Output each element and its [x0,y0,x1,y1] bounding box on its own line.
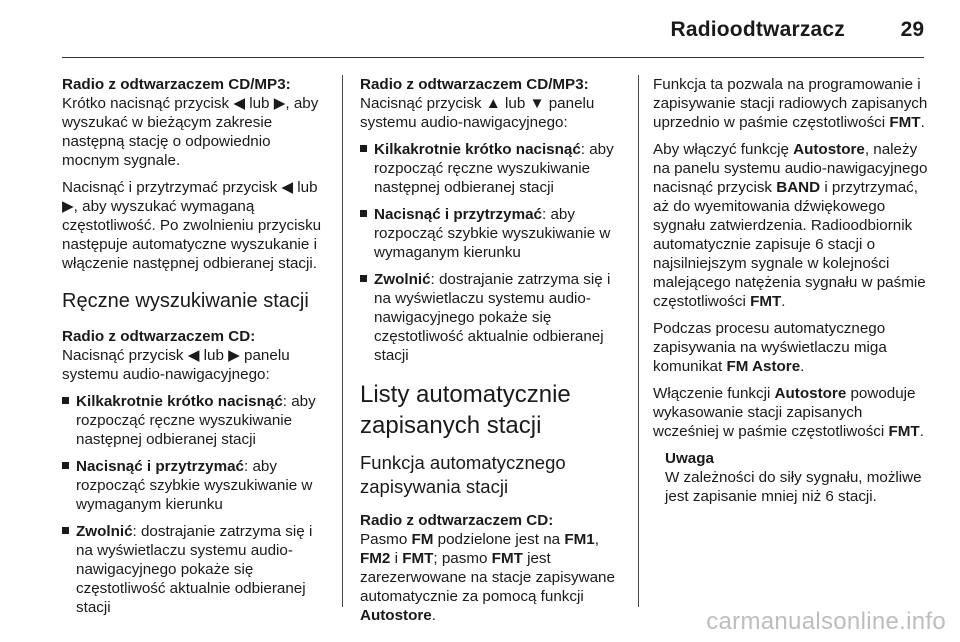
stored-stations-heading: Listy automatycznie zapisanych stacji [360,381,571,439]
bullet-item [360,205,625,262]
bullet-text: : dostrajanie zatrzyma się i na wyświetlaczu systemu audio-nawigacyjnego pokaże się częstotliwość aktualnie odbieranej stacji [374,271,611,364]
band-fmt: FMT [889,114,921,131]
bullet-square-icon [360,275,367,282]
bullet-text: : aby rozpocząć ręczne wyszukiwanie następnej odbieranej stacji [76,393,316,448]
bullet-item [360,140,625,197]
text-run: Aby włączyć funkcję [653,141,794,158]
bullet-text: : aby rozpocząć ręczne wyszukiwanie następnej odbieranej stacji [374,141,614,196]
text-run: powoduje wykasowanie stacji zapisanych wcześniej w paśmie częstotliwości [653,385,916,440]
text-run: , [594,531,599,548]
text-run: Funkcja ta pozwala na programowanie i zapisywanie stacji radiowych zapisanych uprzednio w paśmie częstotliwości [653,76,928,131]
text-run: Włączenie funkcji [653,385,775,402]
column-3 [653,75,928,506]
text-run: ; pasmo [433,550,492,567]
band-fm: FM [411,531,434,548]
column-2 [360,75,625,633]
band-button-term: BAND [776,179,821,196]
paragraph: Nacisnąć przycisk ◀ lub ▶ panelu systemu audio-nawigacyjnego: [62,347,290,383]
fm-astore-term: FM Astore [726,358,801,375]
note-box [653,449,928,506]
band-fmt: FMT [750,293,782,310]
watermark: carmanualsonline.info [706,608,946,635]
bullet-square-icon [62,462,69,469]
bullet-item [62,522,330,617]
text-run: . [431,607,436,624]
cd-mp3-label: Radio z odtwarzaczem CD/MP3: [360,76,589,93]
cd-label: Radio z odtwarzaczem CD: [62,328,256,345]
bullet-term: Zwolnić [76,523,133,540]
band-fm2: FM2 [360,550,391,567]
band-fm1: FM1 [564,531,595,548]
bullet-term: Kilkakrotnie krótko nacisnąć [76,393,283,410]
column-divider-1 [342,75,343,607]
section-title: Radioodtwarzacz [670,18,845,41]
text-run: i przytrzymać, aż do wyemitowania dźwiękowego sygnału zatwierdzenia. Radioodbiornik automatycznie zapisuje 6 stacji o najsilniejszym sygnale w kolejności malejącego natężenia sygnału w paśmie częstotliwości [653,179,926,310]
bullet-text: : aby rozpocząć szybkie wyszukiwanie w wymaganym kierunku [76,458,313,513]
column-1 [62,75,330,625]
note-text: W zależności do siły sygnału, możliwe jest zapisanie mniej niż 6 stacji. [665,469,922,505]
bullet-text: : dostrajanie zatrzyma się i na wyświetlaczu systemu audio-nawigacyjnego pokaże się częstotliwość aktualnie odbieranej stacji [76,523,313,616]
bullet-term: Zwolnić [374,271,431,288]
bullet-term: Nacisnąć i przytrzymać [76,458,244,475]
bullet-term: Nacisnąć i przytrzymać [374,206,542,223]
paragraph [653,140,928,311]
band-fmt: FMT [491,550,523,567]
paragraph [653,384,928,441]
paragraph [360,530,625,625]
paragraph [653,319,928,376]
autostore-term: Autostore [774,385,847,402]
header-divider [62,57,924,58]
text-run: . [920,114,925,131]
cd-label: Radio z odtwarzaczem CD: [360,512,554,529]
manual-search-heading: Ręczne wyszukiwanie stacji [62,290,309,312]
page-number: 29 [900,18,924,41]
bullet-square-icon [62,397,69,404]
bullet-square-icon [62,527,69,534]
band-fmt: FMT [402,550,434,567]
text-run: i [390,550,403,567]
text-run: Pasmo [360,531,412,548]
autostore-heading: Funkcja automatycznego zapisywania stacji [360,452,566,497]
note-heading: Uwaga [665,450,714,467]
bullet-square-icon [360,145,367,152]
column-divider-2 [638,75,639,607]
bullet-text: : aby rozpocząć szybkie wyszukiwanie w wymaganym kierunku [374,206,611,261]
text-run: , należy na panelu systemu audio-nawigacyjnego nacisnąć przycisk [653,141,928,196]
text-run: . [919,423,924,440]
paragraph [653,75,928,132]
text-run: Podczas procesu automatycznego zapisywania na wyświetlaczu miga komunikat [653,320,887,375]
paragraph: Nacisnąć i przytrzymać przycisk ◀ lub ▶, aby wyszukać wymaganą częstotliwość. Po zwolnieniu przycisku następuje automatyczne wyszukanie i włączenie następnej odbieranej stacji. [62,179,322,272]
page-header [0,0,960,60]
text-run: . [800,358,805,375]
bullet-item [62,457,330,514]
cd-mp3-label: Radio z odtwarzaczem CD/MP3: [62,76,291,93]
bullet-term: Kilkakrotnie krótko nacisnąć [374,141,581,158]
autostore-term: Autostore [360,607,432,624]
bullet-square-icon [360,210,367,217]
autostore-term: Autostore [793,141,865,158]
bullet-item [360,270,625,365]
bullet-item [62,392,330,449]
paragraph: Nacisnąć przycisk ▲ lub ▼ panelu systemu audio-nawigacyjnego: [360,95,595,131]
text-run: jest zarezerwowane na stacje zapisywane automatycznie za pomocą funkcji [360,550,615,605]
text-run: . [781,293,786,310]
text-run: podzielone jest na [433,531,565,548]
paragraph: Krótko nacisnąć przycisk ◀ lub ▶, aby wyszukać w bieżącym zakresie następną stację o odpowiednio mocnym sygnale. [62,95,319,169]
band-fmt: FMT [888,423,920,440]
